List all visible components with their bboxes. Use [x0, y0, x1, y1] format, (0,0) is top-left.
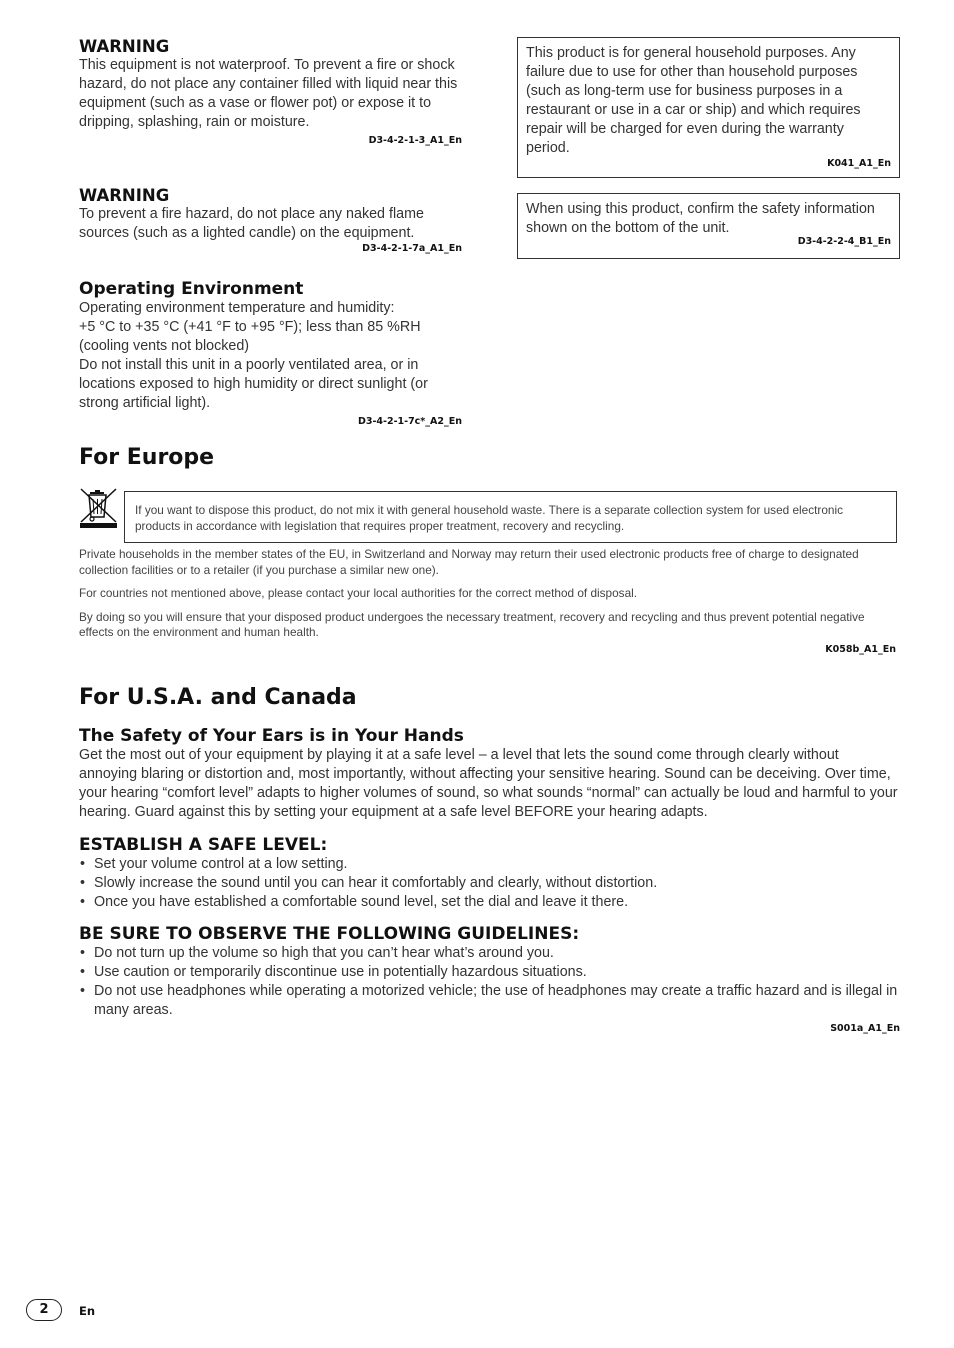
warning-heading: WARNING: [79, 37, 170, 56]
list-item: • Once you have established a comfortable sound level, set the dial and leave it there.: [80, 894, 629, 910]
reference-code: S001a_A1_En: [830, 1023, 900, 1034]
europe-body: [79, 547, 899, 656]
disposal-notice-text: If you want to dispose this product, do not mix it with general household waste. There is a separate collection system for used electronic products in accordance with legislation that requires proper treatment, recovery and recycling.: [135, 503, 843, 533]
establish-heading: ESTABLISH A SAFE LEVEL:: [79, 835, 328, 855]
section-heading: Operating Environment: [79, 279, 304, 299]
household-purpose-notice-box: [517, 37, 900, 178]
reference-code: D3-4-2-1-7c*_A2_En: [357, 416, 462, 427]
guidelines-heading: BE SURE TO OBSERVE THE FOLLOWING GUIDELINES:: [79, 924, 580, 944]
disposal-notice-box: [124, 491, 897, 543]
paragraph: Do not install this unit in a poorly ventilated area, or in locations exposed to high humidity or direct sunlight (or strong artificial light).: [79, 357, 428, 411]
paragraph: For countries not mentioned above, please contact your local authorities for the correct method of disposal.: [79, 586, 638, 600]
crossed-out-wheelie-bin-icon: [79, 487, 119, 529]
usa-canada-body: [79, 726, 900, 1035]
list-item: • Use caution or temporarily discontinue use in potentially hazardous situations.: [80, 964, 587, 980]
warning-text: This equipment is not waterproof. To prevent a fire or shock hazard, do not place any container filled with liquid near this equipment (such as a vase or flower pot) or expose it to dripping, splashing, rain or moisture.: [79, 57, 458, 130]
reference-code: D3-4-2-2-4_B1_En: [797, 236, 891, 247]
notice-text: When using this product, confirm the safety information shown on the bottom of the unit.: [526, 201, 875, 236]
warning-waterproof-section: [79, 37, 462, 147]
paragraph: Get the most out of your equipment by playing it at a safe level – a level that lets the sound come through clearly without annoying blaring or distortion and, most importantly, without affecting your sensitive hearing. Sound can be deceiving. Over time, your hearing “comfort level” adapts to higher volumes of sound, so what sounds “normal” can actually be loud and harmful to your hearing. Guard against this by setting your equipment at a safe level BEFORE your hearing adapts.: [79, 747, 898, 820]
warning-heading: WARNING: [79, 186, 170, 205]
warning-text: To prevent a fire hazard, do not place any naked flame sources (such as a lighted candle) on the equipment.: [79, 206, 424, 241]
safety-information-notice-box: [517, 193, 900, 259]
operating-environment-section: [79, 279, 462, 428]
guidelines-list: [79, 944, 900, 1020]
language-label: En: [79, 1304, 96, 1318]
list-item: • Do not use headphones while operating a motorized vehicle; the use of headphones may create a traffic hazard and is illegal in many areas.: [80, 983, 898, 1018]
reference-code: K041_A1_En: [827, 158, 891, 169]
reference-code: D3-4-2-1-3_A1_En: [368, 135, 462, 146]
warning-flame-section: [79, 186, 462, 255]
europe-heading: For Europe: [79, 445, 215, 470]
list-item: • Do not turn up the volume so high that you can’t hear what’s around you.: [80, 945, 554, 961]
notice-text: This product is for general household purposes. Any failure due to use for other than household purposes (such as long-term use for business purposes in a restaurant or use in a car or ship) and which requires repair will be charged for even during the warranty period.: [526, 45, 861, 156]
reference-code: K058b_A1_En: [825, 643, 896, 655]
paragraph: Private households in the member states of the EU, in Switzerland and Norway may return their used electronic products free of charge to designated collection facilities or to a retailer (if you purchase a similar new one).: [79, 547, 859, 577]
page-number: 2: [26, 1299, 62, 1321]
paragraph: +5 °C to +35 °C (+41 °F to +95 °F); less than 85 %RH: [79, 319, 421, 335]
paragraph: (cooling vents not blocked): [79, 338, 250, 354]
list-item: • Slowly increase the sound until you can hear it comfortably and clearly, without distortion.: [80, 875, 658, 891]
usa-canada-heading: For U.S.A. and Canada: [79, 685, 357, 710]
paragraph: Operating environment temperature and humidity:: [79, 300, 395, 316]
establish-list: [79, 855, 900, 912]
list-item: • Set your volume control at a low setting.: [80, 856, 348, 872]
paragraph: By doing so you will ensure that your disposed product undergoes the necessary treatment, recovery and recycling and thus prevent potential negative effects on the environment and human health.: [79, 609, 865, 639]
section-heading: The Safety of Your Ears is in Your Hands: [79, 726, 464, 746]
reference-code: D3-4-2-1-7a_A1_En: [362, 243, 462, 254]
